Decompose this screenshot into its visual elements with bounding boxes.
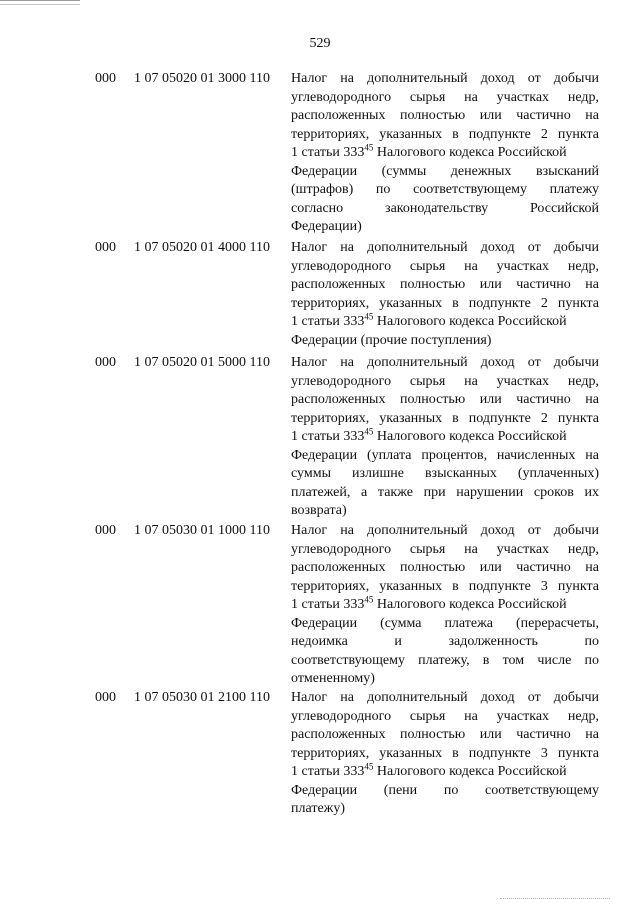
article-prefix: 1 статьи 333 bbox=[291, 429, 365, 444]
budget-classification-code: 1 07 05020 01 4000 110 bbox=[134, 240, 270, 255]
description-line: Налог на дополнительный доход от добычи bbox=[291, 240, 599, 255]
description-line: территориях, указанных в подпункте 2 пункта bbox=[291, 295, 599, 311]
entry-description bbox=[291, 689, 599, 819]
description-line: соответствующему платежу, в том числе по bbox=[291, 652, 599, 668]
article-tail: Налогового кодекса Российской bbox=[373, 145, 567, 160]
article-tail: Налогового кодекса Российской bbox=[373, 597, 567, 612]
description-line: (штрафов) по соответствующему платежу bbox=[291, 182, 599, 197]
scan-edge-mark bbox=[0, 0, 80, 5]
description-line: территориях, указанных в подпункте 2 пункта bbox=[291, 410, 599, 426]
description-line: территориях, указанных в подпункте 2 пункта bbox=[291, 126, 599, 142]
description-line bbox=[291, 596, 599, 615]
description-line: Федерации (прочие поступления) bbox=[291, 332, 492, 348]
article-tail: Налогового кодекса Российской bbox=[373, 764, 567, 779]
description-line: Федерации) bbox=[291, 219, 362, 234]
description-line: платежей, а также при нарушении сроков их bbox=[291, 484, 599, 500]
budget-classification-code: 1 07 05020 01 5000 110 bbox=[134, 355, 270, 370]
description-line: углеводородного сырья на участках недр, bbox=[291, 89, 599, 105]
article-prefix: 1 статьи 333 bbox=[291, 764, 365, 779]
description-line: расположенных полностью или частично на bbox=[291, 560, 599, 575]
budget-classification-code: 1 07 05030 01 2100 110 bbox=[134, 690, 270, 705]
description-line: Федерации (сумма платежа (перерасчеты, bbox=[291, 615, 599, 631]
description-line: Федерации (суммы денежных взысканий bbox=[291, 163, 599, 179]
description-line bbox=[291, 313, 599, 332]
article-superscript: 45 bbox=[364, 761, 374, 772]
entry-description bbox=[291, 239, 599, 350]
budget-classification-code: 1 07 05020 01 3000 110 bbox=[134, 71, 270, 86]
article-superscript: 45 bbox=[364, 426, 374, 437]
description-line: расположенных полностью или частично на bbox=[291, 727, 599, 742]
article-superscript: 45 bbox=[364, 311, 374, 322]
description-line bbox=[291, 144, 599, 163]
admin-code: 000 bbox=[95, 690, 116, 705]
description-line: углеводородного сырья на участках недр, bbox=[291, 541, 599, 557]
description-line: согласно законодательству Российской bbox=[291, 200, 599, 216]
description-line: расположенных полностью или частично на bbox=[291, 277, 599, 292]
admin-code: 000 bbox=[95, 240, 116, 255]
description-line: углеводородного сырья на участках недр, bbox=[291, 708, 599, 724]
description-line: отмененному) bbox=[291, 671, 375, 686]
description-line: платежу) bbox=[291, 801, 345, 816]
description-line: расположенных полностью или частично на bbox=[291, 108, 599, 123]
scan-bottom-mark bbox=[500, 898, 610, 901]
description-line: Налог на дополнительный доход от добычи bbox=[291, 690, 599, 705]
description-line: Налог на дополнительный доход от добычи bbox=[291, 355, 599, 370]
description-line: расположенных полностью или частично на bbox=[291, 392, 599, 407]
budget-classification-code: 1 07 05030 01 1000 110 bbox=[134, 523, 270, 538]
description-line: Налог на дополнительный доход от добычи bbox=[291, 523, 599, 538]
description-line: суммы излишне взысканных (уплаченных) bbox=[291, 466, 599, 481]
description-line: Федерации (пени по соответствующему bbox=[291, 782, 599, 798]
article-tail: Налогового кодекса Российской bbox=[373, 429, 567, 444]
page-number: 529 bbox=[309, 36, 331, 51]
admin-code: 000 bbox=[95, 71, 116, 86]
description-line bbox=[291, 763, 599, 782]
description-line: недоимка и задолженность по bbox=[291, 634, 599, 649]
description-line: территориях, указанных в подпункте 3 пункта bbox=[291, 578, 599, 594]
article-prefix: 1 статьи 333 bbox=[291, 597, 365, 612]
description-line: углеводородного сырья на участках недр, bbox=[291, 373, 599, 389]
description-line: территориях, указанных в подпункте 3 пункта bbox=[291, 745, 599, 761]
article-prefix: 1 статьи 333 bbox=[291, 314, 365, 329]
article-prefix: 1 статьи 333 bbox=[291, 145, 365, 160]
description-line: возврата) bbox=[291, 503, 347, 518]
description-line bbox=[291, 428, 599, 447]
description-line: углеводородного сырья на участках недр, bbox=[291, 258, 599, 274]
description-line: Налог на дополнительный доход от добычи bbox=[291, 71, 599, 86]
article-superscript: 45 bbox=[364, 594, 374, 605]
article-tail: Налогового кодекса Российской bbox=[373, 314, 567, 329]
article-superscript: 45 bbox=[364, 142, 374, 153]
entry-description bbox=[291, 354, 599, 521]
admin-code: 000 bbox=[95, 523, 116, 538]
entry-description bbox=[291, 522, 599, 689]
admin-code: 000 bbox=[95, 355, 116, 370]
description-line: Федерации (уплата процентов, начисленных на bbox=[291, 447, 599, 463]
entry-description bbox=[291, 70, 599, 237]
